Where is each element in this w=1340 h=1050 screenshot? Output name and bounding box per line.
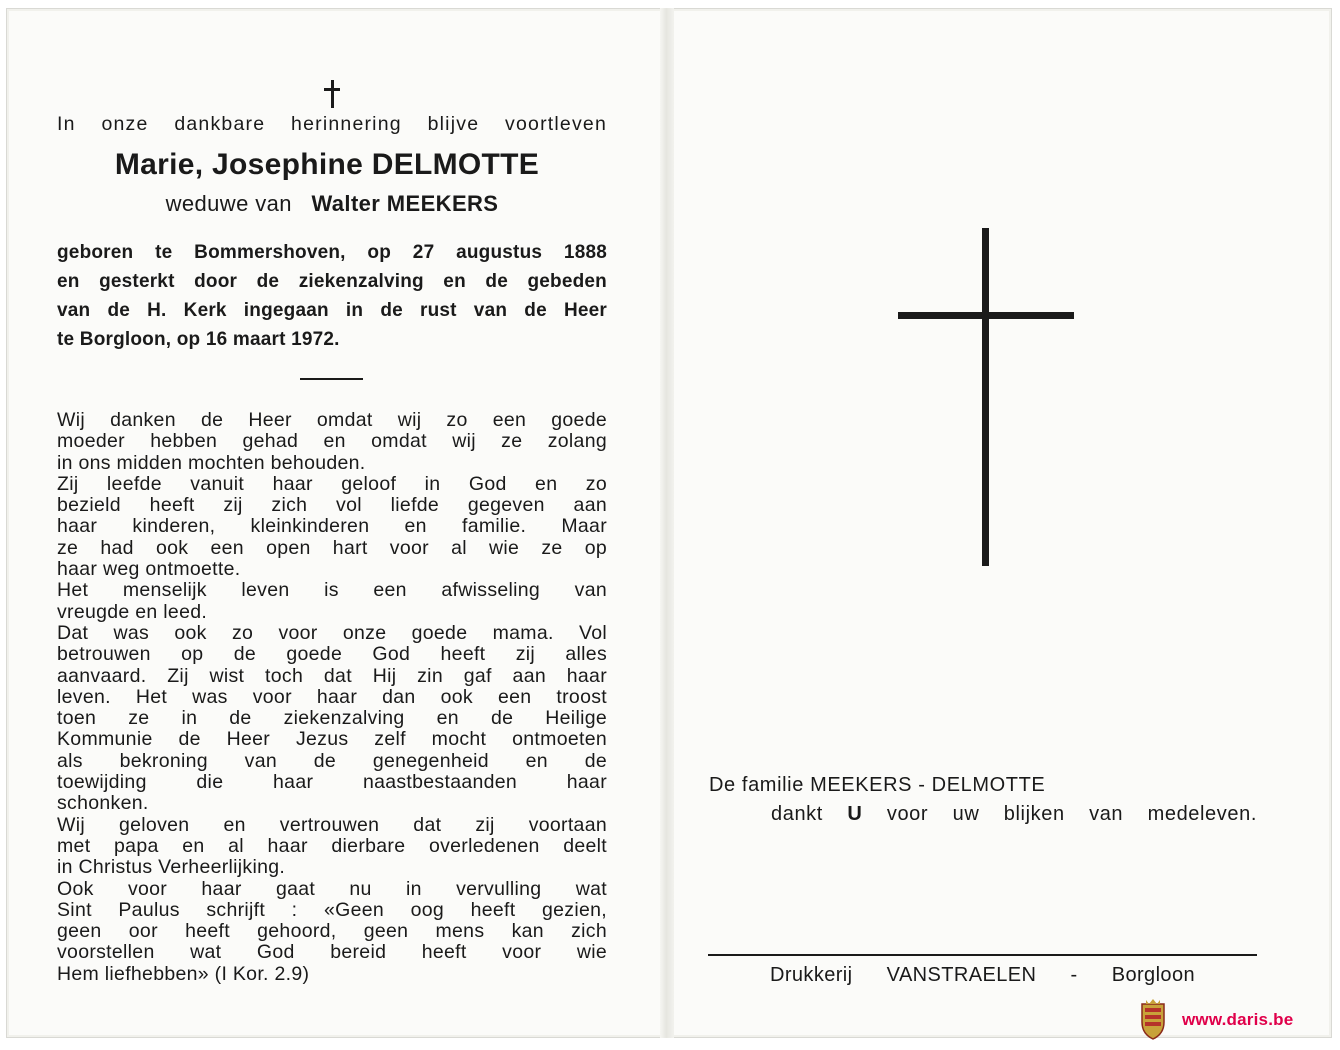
body-line: Ook voor haar gaat nu in vervulling wat [57, 877, 607, 900]
birth-line: geboren te Bommershoven, op 27 augustus 1888 [57, 242, 607, 263]
body-line: aanvaard. Zij wist toch dat Hij zin gaf aan haar [57, 664, 607, 687]
family-name: MEEKERS - DELMOTTE [810, 774, 1046, 796]
body-line: Het menselijk leven is een afwisseling van [57, 579, 607, 602]
body-line: Kommunie de Heer Jezus zelf mocht ontmoeten [57, 728, 607, 751]
body-line: Zij leefde vanuit haar geloof in God en zo [57, 472, 607, 495]
body-line: betrouwen op de goede God heeft zij alles [57, 643, 607, 666]
card-fold [660, 8, 674, 1038]
body-line: geen oor heeft gehoord, geen mens kan zich [57, 920, 607, 943]
birth-death-block [57, 238, 607, 354]
spouse-name: Walter MEEKERS [311, 191, 499, 216]
body-line: Dat was ook zo voor onze goede mama. Vol [57, 621, 607, 644]
birth-line: en gesterkt door de ziekenzalving en de gebeden [57, 271, 607, 292]
body-line: in ons midden mochten behouden. [57, 451, 366, 474]
body-line: vreugde en leed. [57, 600, 208, 623]
body-line: Wij danken de Heer omdat wij zo een goede [57, 409, 607, 431]
printer-rule [708, 954, 1257, 956]
widow-prefix: weduwe van [165, 191, 292, 216]
body-text [57, 410, 607, 985]
body-line: voorstellen wat God bereid heeft voor wie [57, 941, 607, 964]
divider [300, 378, 363, 380]
body-line: haar weg ontmoette. [57, 558, 241, 581]
watermark-link[interactable]: www.daris.be [1182, 1010, 1294, 1029]
birth-line: van de H. Kerk ingegaan in de rust van de Heer [57, 300, 607, 321]
body-line: leven. Het was voor haar dan ook een troost [57, 685, 607, 708]
thanks-u: U [847, 803, 863, 825]
small-cross-icon [321, 80, 343, 110]
body-line: toen ze in de ziekenzalving en de Heilige [57, 707, 607, 730]
birth-line: te Borgloon, op 16 maart 1972. [57, 329, 340, 350]
thanks-line [771, 803, 1257, 826]
large-cross-icon [982, 228, 989, 566]
deceased-name: Marie, Josephine DELMOTTE [114, 148, 540, 181]
crest-logo-icon [1138, 998, 1168, 1040]
body-line: in Christus Verheerlijking. [57, 856, 286, 879]
body-line: met papa en al haar dierbare overledenen deelt [57, 834, 607, 857]
body-line: Sint Paulus schrijft : «Geen oog heeft gezien, [57, 898, 607, 921]
large-cross-icon [898, 312, 1074, 319]
body-line: schonken. [57, 792, 149, 815]
widow-line [57, 191, 607, 217]
thanks-b: voor uw blijken van medeleven. [886, 803, 1257, 825]
body-line: als bekroning van de genegenheid en de [57, 749, 607, 772]
body-line: toewijding die haar naastbestaanden haar [57, 771, 607, 794]
body-line: moeder hebben gehad en omdat wij ze zolang [57, 430, 607, 453]
intro-line: In onze dankbare herinnering blijve voortleven [57, 113, 607, 135]
body-line: Wij geloven en vertrouwen dat zij voortaan [57, 813, 607, 836]
family-line [709, 774, 1045, 797]
printer-line: Drukkerij VANSTRAELEN - Borgloon [770, 964, 1195, 986]
thanks-a: dankt [771, 803, 823, 825]
body-line: ze had ook een open hart voor al wie ze op [57, 536, 607, 559]
family-prefix: De familie [709, 774, 804, 796]
body-line: Hem liefhebben» (I Kor. 2.9) [57, 962, 310, 985]
body-line: haar kinderen, kleinkinderen en familie. Maar [57, 515, 607, 538]
body-line: bezield heeft zij zich vol liefde gegeven aan [57, 494, 607, 517]
